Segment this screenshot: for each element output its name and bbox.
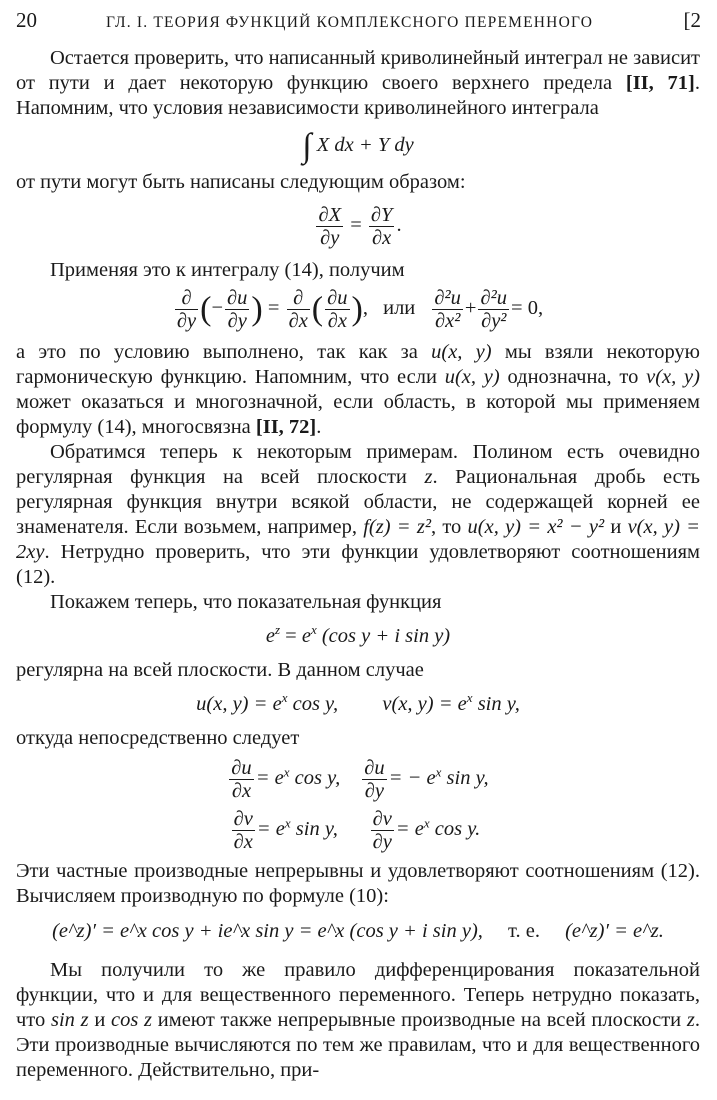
paragraph-9: Эти частные производные непрерывны и удовлетворяют соотношениям (12). Вычисляем производную по формуле (10): (16, 860, 700, 907)
reference: [II, 72] (255, 416, 317, 438)
page-body (16, 46, 700, 1083)
equation-uv: u(x, $y) = e^x$ cos y, v(x, $y) = e^x$ sin y, (196, 690, 520, 715)
equation-integral: ∫ X dx + Y dy (302, 127, 414, 165)
reference: [II, 71] (625, 72, 695, 94)
section-mark: [2 (683, 8, 701, 32)
paragraph-1: Остается проверить, что написанный криволинейный интеграл не зависит от пути и дает некоторую функцию своего верхнего предела [II, 71]. Напомним, что условия независимости криволинейного интеграла (16, 47, 700, 119)
equation-derivative-exp: (e^z)′ = e^x cos y + ie^x sin y = e^x (cos y + i sin y), т. е. (e^z)′ = e^z. (52, 920, 664, 942)
paragraph-5: Обратимся теперь к некоторым примерам. Полином есть очевидно регулярная функция на всей плоскости z. Рациональная дробь есть регулярная функция внутри всякой области, не содержащей корней ее знаменателя. Если возьмем, например, f(z) = z², то u(x, y) = x² − y² и v(x, y) = 2xy. Нетрудно проверить, что эти функции удовлетворяют соотношениям (12). (16, 441, 701, 588)
paragraph-3: Применяя это к интегралу (14), получим (50, 259, 405, 281)
paragraph-4: а это по условию выполнено, так как за u(x, y) мы взяли некоторую гармоническую функцию. Напомним, что если u(x, y) однозначна, то v(x, y) может оказаться и многозначной, если область, в которой мы применяем формулу (14), многосвязна [II, 72]. (16, 341, 700, 438)
paragraph-2: от пути могут быть написаны следующим образом: (16, 171, 466, 193)
page-number: 20 (16, 8, 37, 32)
integral-sign-icon: ∫ (302, 127, 312, 165)
equation-derivatives: $\frac{\partial u}{\partial x}$ = $e^x$ cos y, $\frac{\partial u}{\partial y}$ = − $e^x$ sin y, $\frac{\partial v}{\partial x}$ = $e^x$ sin y, $\frac{\partial v}{\partial y}$ = $e^x$ cos y. (231, 757, 489, 853)
paragraph-8: откуда непосредственно следует (16, 727, 300, 749)
paragraph-7: регулярна на всей плоскости. В данном случае (16, 659, 424, 681)
equation-apply: $\frac{\partial}{\partial y}$ (− $\frac{\partial u}{\partial y}$ ) = $\frac{\partial}{\partial x}$ ( $\frac{\partial u}{\partial x}$ ), или $\frac{\text{∂²u}}{\text{∂x²}}$ + $\frac{\text{∂²u}}{\text{∂y²}}$ = 0, (176, 287, 544, 332)
page-header (16, 8, 701, 36)
equation-exponential: $e^z = e^x$ (cos y + i sin y) (265, 622, 451, 647)
running-head: ГЛ. I. ТЕОРИЯ ФУНКЦИЙ КОМПЛЕКСНОГО ПЕРЕМЕННОГО (106, 14, 594, 31)
paragraph-10: Мы получили то же правило дифференцирования показательной функции, что и для вещественного переменного. Теперь нетрудно показать, что sin z и cos z имеют также непрерывные производные на всей плоскости z. Эти производные вычисляются по тем же правилам, что и для вещественного переменного. Действительно, при- (16, 959, 700, 1081)
equation-condition: $\frac{\partial X}{\partial y}$ = $\frac{\partial Y}{\partial x}$ . (318, 204, 402, 249)
paragraph-6: Покажем теперь, что показательная функция (50, 591, 442, 613)
